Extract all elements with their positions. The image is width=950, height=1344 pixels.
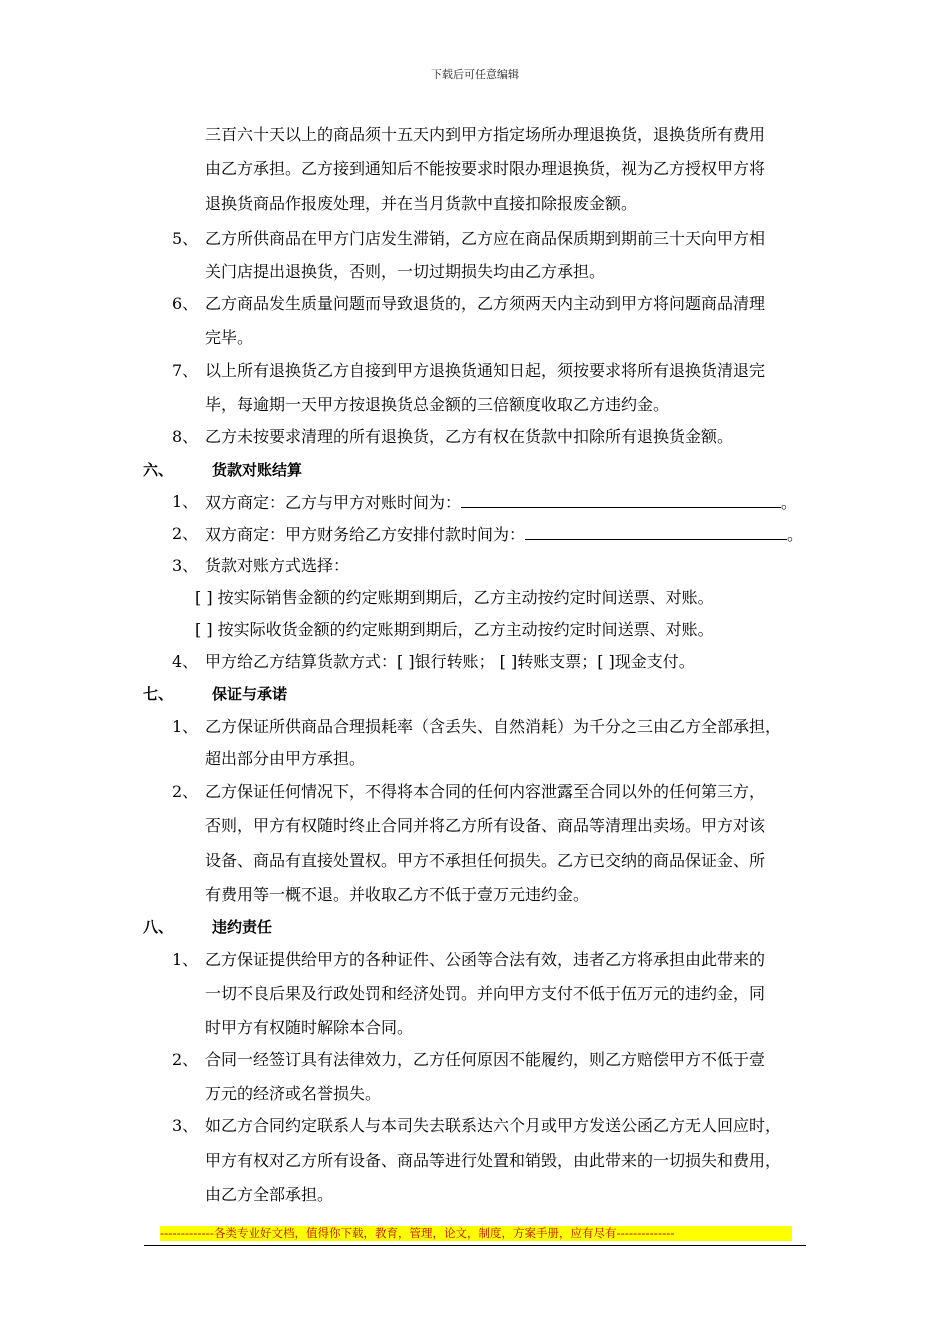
item-number: 2、 [172,524,199,543]
paragraph-line: 由乙方承担。乙方接到通知后不能按要求时限办理退换货，视为乙方授权甲方将 [205,159,766,178]
paragraph-line: 合同一经签订具有法律效力，乙方任何原因不能履约，则乙方赔偿甲方不低于壹 [205,1050,766,1069]
paragraph-line: 时甲方有权随时解除本合同。 [205,1018,414,1037]
item-number: 8、 [172,427,199,446]
paragraph-line: 乙方保证所供商品合理损耗率（含丢失、自然消耗）为千分之三由乙方全部承担， [205,717,782,736]
checkbox-option[interactable]: [ ] 按实际销售金额的约定账期到期后，乙方主动按约定时间送票、对账。 [195,588,714,607]
paragraph-line: 乙方未按要求清理的所有退换货，乙方有权在货款中扣除所有退换货金额。 [205,427,734,446]
paragraph-line: 超出部分由甲方承担。 [205,749,366,768]
paragraph-line: 乙方所供商品在甲方门店发生滞销，乙方应在商品保质期到期前三十天向甲方相 [205,229,766,248]
payment-schedule-time [205,523,803,546]
item-text: 双方商定：甲方财务给乙方安排付款时间为： [205,525,526,544]
item-end: 。 [781,493,798,512]
fill-in-blank[interactable] [525,523,787,540]
paragraph-line: 关门店提出退换货，否则，一切过期损失均由乙方承担。 [205,262,606,281]
paragraph-line: 万元的经济或名誉损失。 [205,1084,382,1103]
section-number: 八、 [143,918,174,936]
paragraph-line: 甲方有权对乙方所有设备、商品等进行处置和销毁，由此带来的一切损失和费用， [205,1151,782,1170]
item-number: 4、 [172,652,199,671]
page-header: 下载后可任意编辑 [431,68,519,81]
paragraph-line: 如乙方合同约定联系人与本司失去联系达六个月或甲方发送公函乙方无人回应时， [205,1116,782,1135]
paragraph-line: 否则，甲方有权随时终止合同并将乙方所有设备、商品等清理出卖场。甲方对该 [205,816,766,835]
item-number: 3、 [172,1116,199,1135]
payment-reconcile-time [205,491,797,514]
item-number: 1、 [172,717,199,736]
item-end: 。 [787,525,804,544]
section-title: 保证与承诺 [212,685,288,703]
footer-banner: -------------各类专业好文档，值得你下载，教育，管理，论文，制度，方案手册，应有尽有-------------- [160,1226,792,1241]
paragraph-line: 以上所有退换货乙方自接到甲方退换货通知日起，须按要求将所有退换货清退完 [205,361,766,380]
item-number: 7、 [172,361,199,380]
section-title: 货款对账结算 [212,461,303,479]
paragraph-line: 乙方保证提供给甲方的各种证件、公函等合法有效，违者乙方将承担由此带来的 [205,950,766,969]
paragraph-line: 退换货商品作报废处理，并在当月货款中直接扣除报废金额。 [205,194,638,213]
paragraph-line: 设备、商品有直接处置权。甲方不承担任何损失。乙方已交纳的商品保证金、所 [205,851,766,870]
footer-divider [144,1245,806,1246]
section-number: 七、 [143,685,174,703]
paragraph-line: 完毕。 [205,328,254,347]
item-number: 6、 [172,294,199,313]
paragraph-line: 三百六十天以上的商品须十五天内到甲方指定场所办理退换货，退换货所有费用 [205,125,766,144]
paragraph-line: 有费用等一概不退。并收取乙方不低于壹万元违约金。 [205,885,590,904]
checkbox-option[interactable]: [ ] 按实际收货金额的约定账期到期后，乙方主动按约定时间送票、对账。 [195,620,714,639]
fill-in-blank[interactable] [461,491,781,508]
payment-method-options[interactable]: 甲方给乙方结算货款方式：[ ]银行转账； [ ]转账支票；[ ]现金支付。 [205,652,695,671]
section-number: 六、 [143,461,174,479]
item-number: 2、 [172,782,199,801]
item-number: 1、 [172,492,199,511]
paragraph-line: 乙方商品发生质量问题而导致退货的，乙方须两天内主动到甲方将问题商品清理 [205,294,766,313]
item-text: 双方商定：乙方与甲方对账时间为： [205,493,462,512]
item-number: 2、 [172,1050,199,1069]
paragraph-line: 由乙方全部承担。 [205,1185,334,1204]
item-number: 5、 [172,229,199,248]
item-number: 1、 [172,950,199,969]
item-number: 3、 [172,556,199,575]
paragraph-line: 一切不良后果及行政处罚和经济处罚。并向甲方支付不低于伍万元的违约金，同 [205,984,766,1003]
paragraph-line: 乙方保证任何情况下，不得将本合同的任何内容泄露至合同以外的任何第三方， [205,782,766,801]
paragraph-line: 毕，每逾期一天甲方按退换货总金额的三倍额度收取乙方违约金。 [205,395,670,414]
section-title: 违约责任 [212,918,273,936]
paragraph-line: 货款对账方式选择： [205,556,350,575]
